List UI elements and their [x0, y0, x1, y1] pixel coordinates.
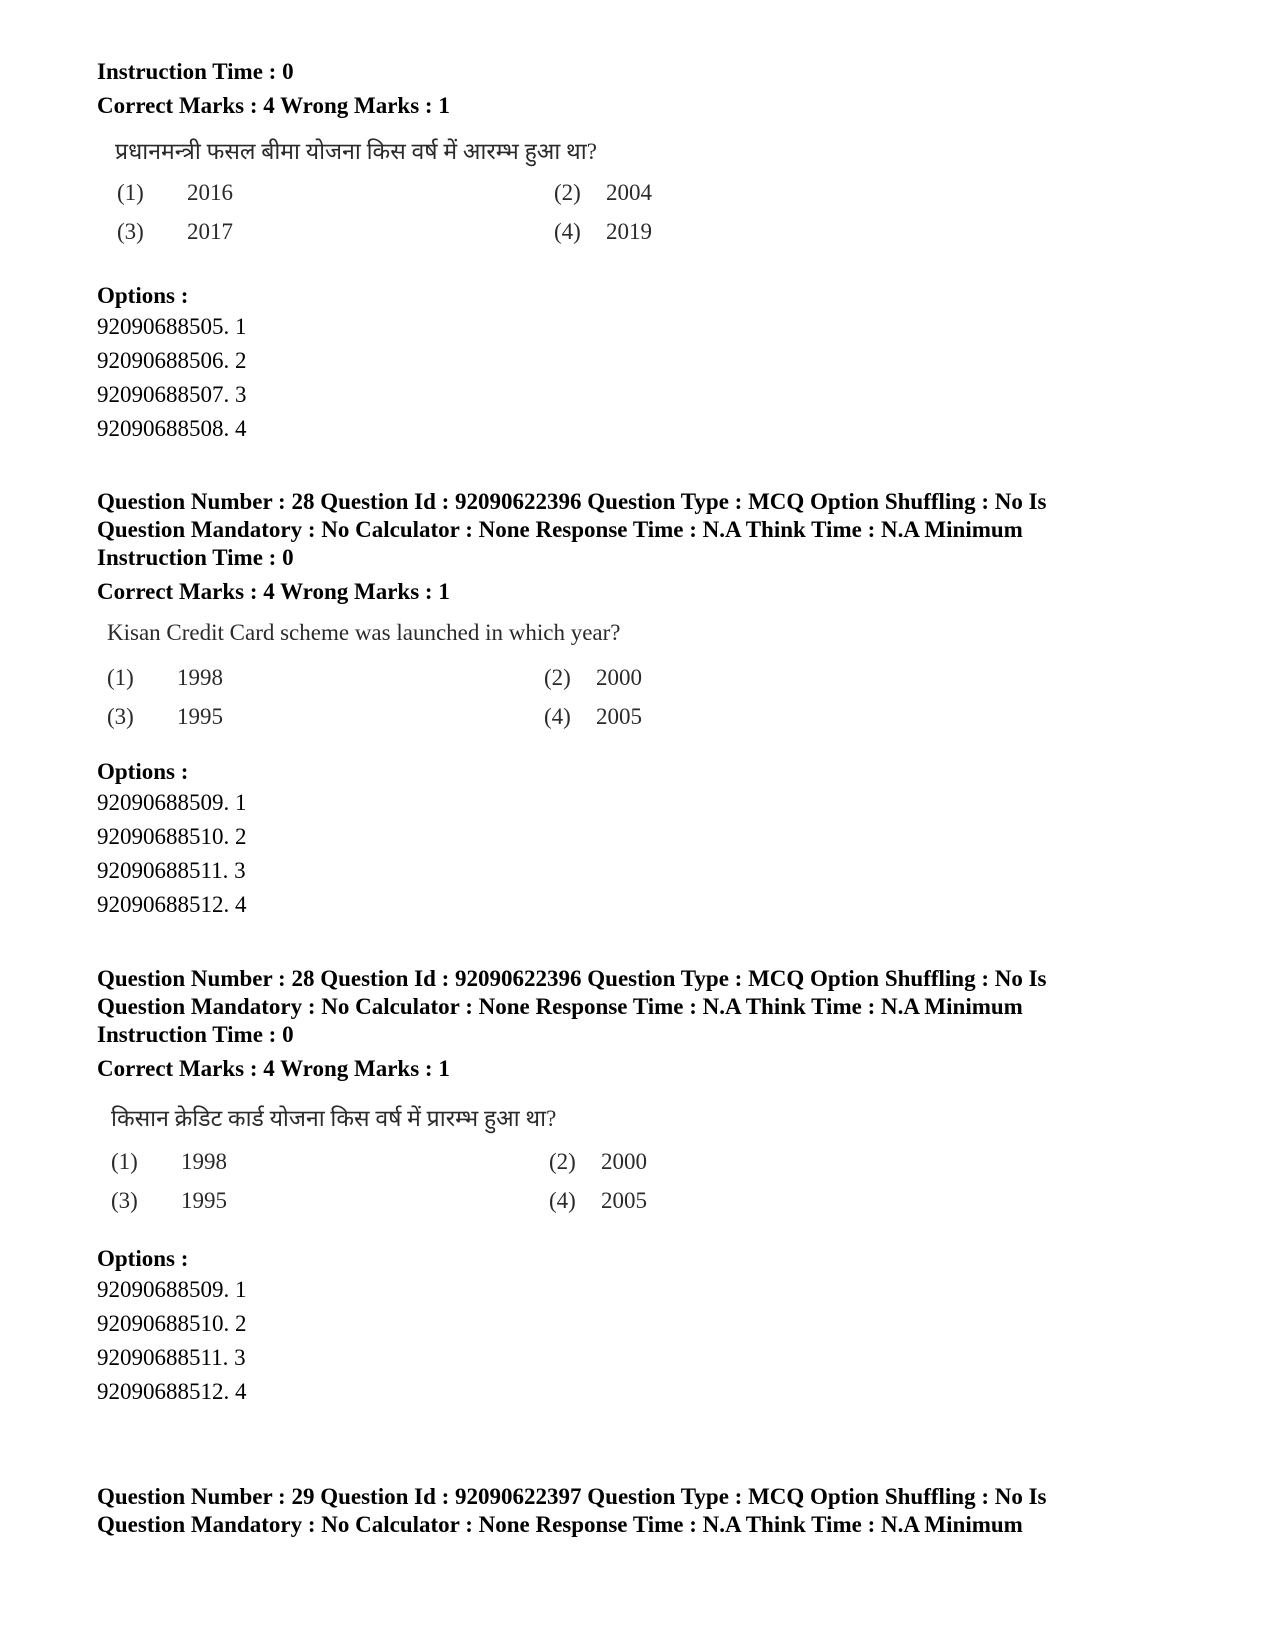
choice-value: 1995 [181, 1188, 227, 1213]
question-header-line: Question Number : 29 Question Id : 92090622397 Question Type : MCQ Option Shuffling : No Is [97, 1484, 1047, 1509]
option-item: 92090688509. 1 [97, 790, 247, 815]
choice-number: (4) [544, 704, 571, 729]
option-item: 92090688511. 3 [97, 1345, 246, 1370]
choice-number: (1) [111, 1149, 138, 1174]
choice-2 [554, 180, 652, 206]
question-image [97, 124, 1177, 244]
choice-number: (2) [554, 180, 581, 205]
instruction-time: Instruction Time : 0 [97, 59, 294, 84]
choice-value: 2000 [601, 1149, 647, 1174]
choice-value: 2017 [187, 219, 233, 244]
question-block [97, 488, 1177, 922]
question-image [97, 1087, 1177, 1217]
options-title: Options : [97, 283, 189, 308]
options-title: Options : [97, 759, 189, 784]
option-item: 92090688512. 4 [97, 892, 247, 917]
choice-3 [107, 704, 223, 730]
choice-3 [111, 1188, 227, 1214]
question-header-line: Question Mandatory : No Calculator : None Response Time : N.A Think Time : N.A Minimum [97, 1512, 1023, 1537]
choice-number: (4) [554, 219, 581, 244]
marks-line: Correct Marks : 4 Wrong Marks : 1 [97, 93, 450, 118]
choice-number: (4) [549, 1188, 576, 1213]
choice-1 [107, 665, 223, 691]
options-title: Options : [97, 1246, 189, 1271]
option-item: 92090688505. 1 [97, 314, 247, 339]
choice-number: (3) [117, 219, 144, 244]
question-block [97, 58, 1177, 446]
question-header-line: Question Mandatory : No Calculator : None Response Time : N.A Think Time : N.A Minimum [97, 994, 1023, 1019]
choice-1 [111, 1149, 227, 1175]
question-text: प्रधानमन्त्री फसल बीमा योजना किस वर्ष में आरम्भ हुआ था? [115, 139, 597, 164]
choice-number: (2) [549, 1149, 576, 1174]
choice-value: 2000 [596, 665, 642, 690]
question-text: Kisan Credit Card scheme was launched in which year? [107, 620, 621, 645]
choice-3 [117, 219, 233, 245]
marks-line: Correct Marks : 4 Wrong Marks : 1 [97, 579, 450, 604]
choice-value: 2019 [606, 219, 652, 244]
choice-value: 2016 [187, 180, 233, 205]
choice-number: (3) [111, 1188, 138, 1213]
question-text: किसान क्रेडिट कार्ड योजना किस वर्ष में प्रारम्भ हुआ था? [111, 1106, 557, 1131]
choice-4 [544, 704, 642, 730]
next-question-header [97, 1483, 1177, 1539]
question-header-line: Question Number : 28 Question Id : 92090622396 Question Type : MCQ Option Shuffling : No Is [97, 489, 1047, 514]
option-item: 92090688510. 2 [97, 1311, 247, 1336]
option-item: 92090688510. 2 [97, 824, 247, 849]
instruction-time: Instruction Time : 0 [97, 545, 294, 570]
choice-value: 2005 [601, 1188, 647, 1213]
option-item: 92090688511. 3 [97, 858, 246, 883]
choice-number: (1) [117, 180, 144, 205]
choice-value: 2005 [596, 704, 642, 729]
choice-number: (1) [107, 665, 134, 690]
option-item: 92090688512. 4 [97, 1379, 247, 1404]
choice-2 [549, 1149, 647, 1175]
instruction-time: Instruction Time : 0 [97, 1022, 294, 1047]
choice-value: 1998 [177, 665, 223, 690]
choice-2 [544, 665, 642, 691]
question-header-line: Question Number : 28 Question Id : 92090622396 Question Type : MCQ Option Shuffling : No Is [97, 966, 1047, 991]
choice-4 [549, 1188, 647, 1214]
option-item: 92090688508. 4 [97, 416, 247, 441]
question-image [97, 610, 1177, 730]
choice-4 [554, 219, 652, 245]
choice-value: 2004 [606, 180, 652, 205]
question-block [97, 965, 1177, 1409]
question-header-line: Question Mandatory : No Calculator : None Response Time : N.A Think Time : N.A Minimum [97, 517, 1023, 542]
choice-number: (2) [544, 665, 571, 690]
option-item: 92090688506. 2 [97, 348, 247, 373]
choice-value: 1995 [177, 704, 223, 729]
choice-number: (3) [107, 704, 134, 729]
option-item: 92090688509. 1 [97, 1277, 247, 1302]
marks-line: Correct Marks : 4 Wrong Marks : 1 [97, 1056, 450, 1081]
choice-value: 1998 [181, 1149, 227, 1174]
choice-1 [117, 180, 233, 206]
option-item: 92090688507. 3 [97, 382, 247, 407]
